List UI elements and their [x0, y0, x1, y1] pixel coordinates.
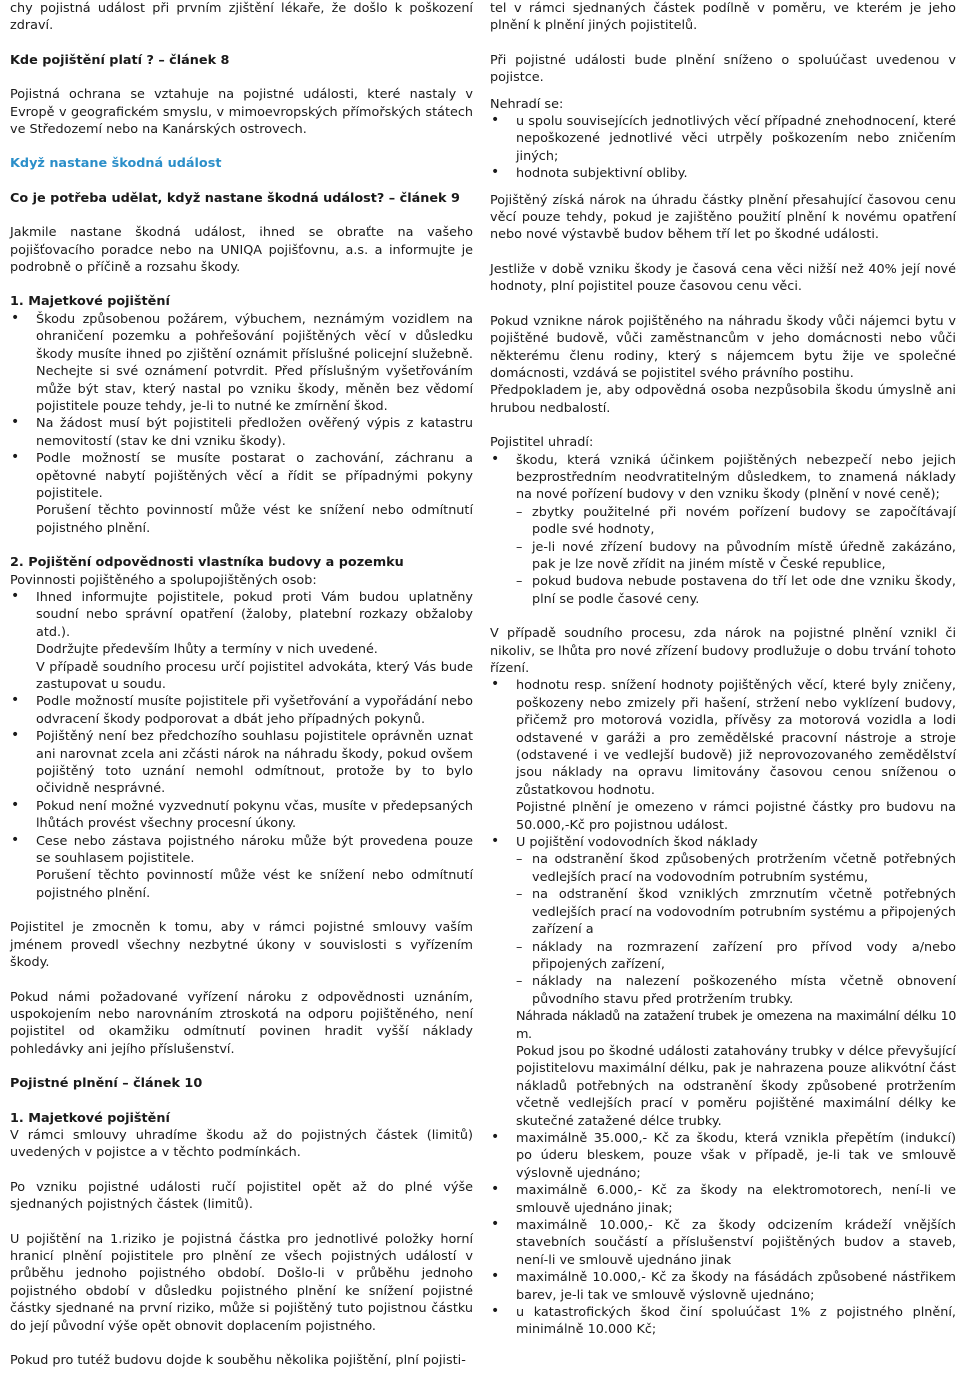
- list-item: • u katastrofických škod činí spoluúčast 1% z pojistného plnění, minimálně 10.000 Kč;: [490, 1304, 956, 1339]
- paragraph-condition: Předpokladem je, aby odpovědná osoba nezpůsobila škodu úmyslně ani hrubou nedbalostí.: [490, 383, 956, 416]
- list-item: • Cese nebo zástava pojistného nároku může být provedena pouze se souhlasem pojistitele.: [10, 833, 473, 868]
- list-item: • maximálně 35.000,- Kč za škodu, která vznikla přepětím (indukcí) po úderu bleskem, pouze však v případě, je-li tak ve smlouvě výslovně ujednáno;: [490, 1130, 956, 1182]
- list-item: • Ihned informujte pojistitele, pokud proti Vám budou uplatněny soudní nebo správní opatření (žaloby, platební rozkazy obžaloby atd.).: [10, 589, 473, 641]
- paragraph-multiple-insurance: Pokud pro tutéž budovu dojde k souběhu několika pojištění, plní pojisti-: [10, 1353, 466, 1368]
- heading-insurance-performance: Pojistné plnění – článek 10: [10, 1076, 203, 1092]
- heading-insurer-pays: Pojistitel uhradí:: [490, 435, 594, 451]
- list-item: • hodnotu resp. snížení hodnoty pojištěných věcí, které byly zničeny, poškozeny nebo zmizely při hašení, stržení nebo vyklízení budovy, přičemž pro motorová vozidla, přívěsy za motorová vozidla a lodi odstavené v garáži a pro zemědělské pracovní nástroje a stroje (odstavené i ve vedlejší budově) již neprovozovaného zemědělství jsou náklady na opravu limitovány časovou cenou sníženou o zůstatkovou hodnotu.: [490, 677, 956, 799]
- liability-duties-list: [10, 589, 473, 641]
- water-damage-list: [490, 834, 956, 1008]
- list-item: • Pokud není možné vyzvednutí pokynu včas, musíte v předepsaných lhůtách provést všechny procesní úkony.: [10, 798, 473, 833]
- maximum-limits-list: [490, 1130, 956, 1339]
- liability-subnote: Dodržujte především lhůty a termíny v nich uvedené.: [36, 642, 378, 658]
- paragraph-after-event: Po vzniku pojistné události ručí pojistitel opět až do plné výše sjednaných pojistných částek (limitů).: [10, 1179, 473, 1213]
- heading-property-insurance: 1. Majetkové pojištění: [10, 294, 170, 310]
- paragraph-contact: Jakmile nastane škodná událost, ihned se obraťte na vašeho pojišťovacího poradce nebo na UNIQA pojišťovnu, a.s. a informujte je podrobně o příčině a rozsahu škody.: [10, 225, 473, 276]
- list-subitem: – zbytky použitelné při novém pořízení budovy se započítávají podle své hodnoty,: [490, 504, 956, 539]
- heading-property-insurance-2: 1. Majetkové pojištění: [10, 1110, 170, 1126]
- insurer-pays-list: [490, 452, 956, 609]
- liability-duties-note: Porušení těchto povinností může vést ke snížení nebo odmítnutí pojistného plnění.: [36, 868, 473, 901]
- left-column: [10, 0, 473, 1369]
- paragraph-where-valid: Pojistná ochrana se vztahuje na pojistné události, které nastaly v Evropě v geografickém smyslu, v mimoevropských přímořských státech ve Středozemí nebo na Kanárských ostrovech.: [10, 87, 473, 138]
- list-item: • škodu, která vzniká účinkem pojištěných nebezpečí nebo jejich bezprostředním neodvratitelným důsledkem, to znamená náklady na nové pořízení budovy v den vzniku škody (plnění v nové ceně);: [490, 452, 956, 504]
- liability-intro: Povinnosti pojištěného a spolupojištěných osob:: [10, 572, 317, 588]
- list-item: • U pojištění vodovodních škod náklady: [490, 834, 956, 851]
- list-subitem: – náklady na rozmrazení zařízení pro přívod vody a/nebo připojených zařízení,: [490, 939, 956, 974]
- paragraph-authorization: Pojistitel je zmocněn k tomu, aby v rámci pojistné smlouvy vaším jménem provedl všechny nezbytné úkony v souvislosti s vyřízením škody.: [10, 920, 473, 971]
- paragraph-new-value-claim: Pojištěný získá nárok na úhradu částky plnění přesahující časovou cenu věcí pouze tehdy, pokud je zajištěno použití plnění k novému opatření nebo nové výstavbě budov během tří let po škodné události.: [490, 192, 956, 243]
- list-item: • Podle možností musíte pojistitele při vyšetřování a vypořádání nebo odvracení škody podporovat a dbát jeho případných pokynů.: [10, 693, 473, 728]
- list-subitem: – je-li nové zřízení budovy na původním místě úředně zakázáno, pak je lze nově zřídit na jiném místě v České republice,: [490, 539, 956, 574]
- heading-where-valid: Kde pojištění platí ? – článek 8: [10, 52, 230, 68]
- heading-not-covered: Nehradí se:: [490, 96, 564, 112]
- not-covered-list: [490, 113, 956, 183]
- liability-subnote: V případě soudního procesu určí pojistitel advokáta, který Vás bude zastupovat u soudu.: [36, 659, 473, 692]
- list-item: • maximálně 10.000,- Kč za škody odcizením krádeží vnějších stavebních součástí a příslušenství pojištěných budov a staveb, není-li ve smlouvě ujednáno jinak: [490, 1217, 956, 1269]
- paragraph-limits: V rámci smlouvy uhradíme škodu až do pojistných částek (limitů) uvedených v pojistce a v těchto podmínkách.: [10, 1127, 473, 1161]
- right-column: [490, 0, 956, 1339]
- paragraph-first-risk: U pojištění na 1.riziko je pojistná částka pro jednotlivé položky horní hranicí plnění pojistitele pro plnění ze všech pojistných událostí v průběhu jednoho pojistného období. Došlo-li v průběhu jednoho pojistného období v důsledku pojistného plnění ke snížení pojistné částky sjednané na první riziko, může si pojištěný tuto pojistnou částku do její původní výše opět obnovit doplacením pojistného.: [10, 1231, 473, 1334]
- heading-liability-insurance: 2. Pojištění odpovědnosti vlastníka budovy a pozemku: [10, 555, 404, 571]
- section-heading-claim-event: Když nastane škodná událost: [10, 156, 222, 172]
- paragraph-court-procedure: V případě soudního procesu, zda nárok na pojistné plnění vznikl či nikoliv, se lhůta pro nové zřízení budovy prodlužuje o dobu trvání tohoto řízení.: [490, 626, 956, 676]
- paragraph-time-value: Jestliže v době vzniku škody je časová cena věci nižší než 40% její nové hodnoty, plní pojistitel pouze časovou cenu věci.: [490, 261, 956, 295]
- insurer-pays-list-2: [490, 677, 956, 799]
- list-item: • Na žádost musí být pojistiteli předložen ověřený výpis z katastru nemovitostí (stav ke dni vzniku škody).: [10, 415, 473, 450]
- liability-duties-list-more: [10, 693, 473, 867]
- list-subitem: – pokud budova nebude postavena do tří let ode dne vzniku škody, plní se podle časové ceny.: [490, 573, 956, 608]
- water-pipe-limit-note: Náhrada nákladů na zatažení trubek je omezena na maximální délku 10 m.: [516, 1009, 956, 1042]
- list-subitem: – na odstranění škod způsobených protržením včetně potřebných vedlejších prací na vodovodním potrubním systému,: [490, 851, 956, 886]
- paragraph-deductible: Při pojistné události bude plnění sníženo o spoluúčast uvedenou v pojistce.: [490, 52, 956, 86]
- list-item: • maximálně 10.000,- Kč za škody na fásádách způsobené nástřikem barev, je-li tak ve smlouvě výslovně ujednáno;: [490, 1269, 956, 1304]
- property-duties-note: Porušení těchto povinností může vést ke snížení nebo odmítnutí pojistného plnění.: [36, 503, 473, 536]
- list-item: • Škodu způsobenou požárem, výbuchem, neznámým vozidlem na ohraničení pozemku a pohřešování pojištěných věcí v důsledku škody musíte ihned po zjištění oznámit příslušné policejní služebně. Nechejte si své oznámení potvrdit. Před příslušným vyšetřováním může být stav, který nastal po vzniku škody, měněn bez vědomí pojistitele pouze tehdy, je-li to nutné ke zmírnění škod.: [10, 311, 473, 415]
- paragraph-continuation: chy pojistná událost při prvním zjištění lékaře, že došlo k poškození zdraví.: [10, 1, 473, 34]
- paragraph-claim-refusal: Pokud námi požadované vyřízení nároku z odpovědnosti uznáním, uspokojením nebo narovnáním ztroskotá na odporu pojištěného, není pojistitel od okamžiku odmítnutí povinen hradit vyšší náklady pohledávky ani jejího příslušenství.: [10, 989, 473, 1057]
- list-item: • maximálně 6.000,- Kč za škody na elektromotorech, není-li ve smlouvě ujednáno jinak;: [490, 1182, 956, 1217]
- paragraph-continuation: tel v rámci sjednaných částek podílně v poměru, ve kterém je jeho plnění k plnění jiných pojistitelů.: [490, 1, 956, 34]
- water-pipe-proportion-note: Pokud jsou po škodné události zatahovány trubky v délce převyšující pojistitelovu maximální délku, pak je nahrazena pouze alikvótní část nákladů potřebných na odstranění škody způsobené protržením včetně vedlejších prací v poměru pojištěné maximální délky ke skutečné zatažené délce trubky.: [516, 1043, 956, 1129]
- list-item: • Pojištěný není bez předchozího souhlasu pojistitele oprávněn uznat ani narovnat zcela ani zčásti nárok na náhradu škody, pokud ovšem pojištěný toto uznání nemohl odmítnout, protože by to bylo očividně nesprávné.: [10, 728, 473, 798]
- paragraph-tenant-recourse: Pokud vznikne nárok pojištěného na náhradu škody vůči nájemci bytu v pojištěné budově, vůči zaměstnancům v jeho domácnosti nebo vůči některému členu rodiny, který s nájemcem bytu žije ve společné domácnosti, vzdává se pojistitel svého právního postihu.: [490, 313, 956, 381]
- value-limit-note: Pojistné plnění je omezeno v rámci pojistné částky pro budovu na 50.000,-Kč pro pojistnou událost.: [516, 800, 956, 833]
- list-item: • hodnota subjektivní obliby.: [490, 165, 956, 182]
- property-duties-list: [10, 311, 473, 502]
- list-subitem: – náklady na nalezení poškozeného místa včetně obnovení původního stavu před protržením trubky.: [490, 973, 956, 1008]
- list-subitem: – na odstranění škod vzniklých zmrznutím včetně potřebných vedlejších prací na vodovodním potrubním systému a připojených zařízení a: [490, 886, 956, 938]
- list-item: • Podle možností se musíte postarat o zachování, záchranu a opětovné nabytí pojištěných věcí a řídit se případnými pokyny pojistitele.: [10, 450, 473, 502]
- list-item: • u spolu souvisejících jednotlivých věcí případné znehodnocení, které nepoškozené jednotlivé věci utrpěly poškozením nebo zničením jiných;: [490, 113, 956, 165]
- heading-what-to-do: Co je potřeba udělat, když nastane škodná událost? – článek 9: [10, 190, 460, 206]
